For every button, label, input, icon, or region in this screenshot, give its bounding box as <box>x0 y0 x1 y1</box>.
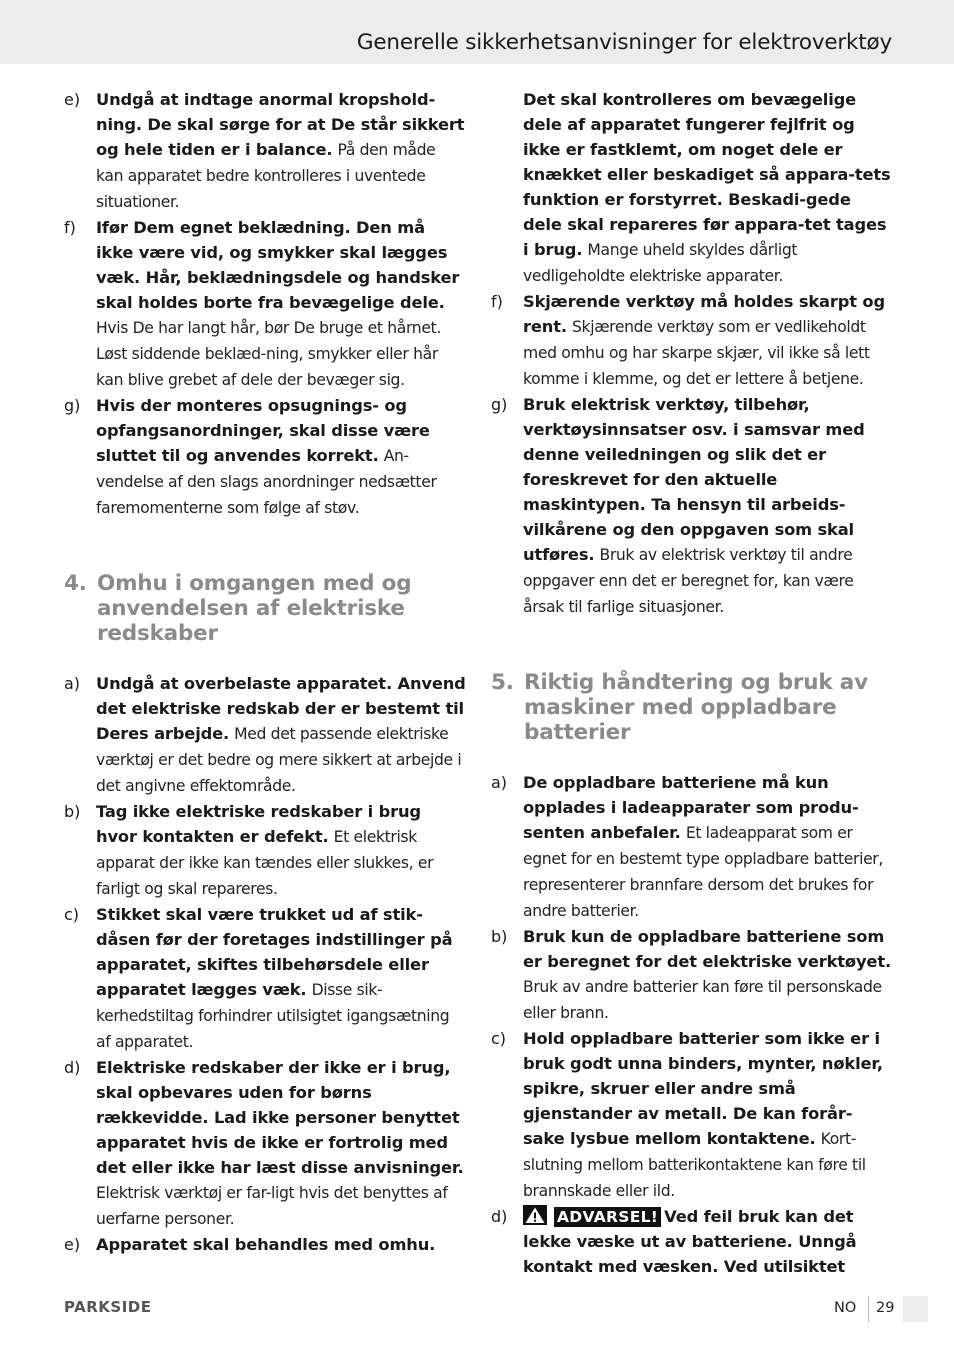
list-item <box>64 1055 466 1232</box>
item-text: Bruk av andre batterier kan føre til personskade eller brann. <box>523 978 882 1022</box>
item-text: På den måde kan apparatet bedre kontrolleres i uventede situationer. <box>96 141 436 211</box>
item-text: An-vendelse af den slags anordninger nedsætter faremomenterne som følge af støv. <box>96 447 437 517</box>
item-label: e) <box>64 1235 81 1254</box>
right-column <box>491 87 891 1279</box>
item-label: d) <box>64 1058 81 1077</box>
item-label: a) <box>64 674 81 693</box>
item-label: g) <box>64 396 81 415</box>
item-label: f) <box>64 218 76 237</box>
list-item <box>491 924 891 1026</box>
item-bold-text: Undgå at indtage anormal kropshold-ning. De skal sørge for at De står sikkert og hele tiden er i balance. <box>96 90 465 159</box>
item-label: c) <box>491 1029 507 1048</box>
list-item-continued <box>491 87 891 289</box>
warning-triangle-icon <box>523 1205 547 1225</box>
item-label: g) <box>491 395 508 414</box>
item-label: b) <box>491 927 508 946</box>
item-text: Med det passende elektriske værktøj er det bedre og mere sikkert at arbejde i det angivne effektområde. <box>96 725 462 795</box>
item-bold-text: Undgå at overbelaste apparatet. Anvend det elektriske redskab der er bestemt til Deres arbejde. <box>96 674 466 743</box>
item-bold-text: Skjærende verktøy må holdes skarpt og rent. <box>523 292 885 336</box>
brand-logo: PARKSIDE <box>64 1298 152 1316</box>
item-bold-text: Bruk kun de oppladbare batteriene som er beregnet for det elektriske verktøyet. <box>523 927 891 971</box>
section-heading-5 <box>491 670 891 745</box>
item-label: e) <box>64 90 81 109</box>
item-bold-text: De oppladbare batteriene må kun opplades i ladeapparater som produ-senten anbefaler. <box>523 773 859 842</box>
item-label: c) <box>64 905 80 924</box>
section-number: 4. <box>64 571 87 596</box>
footer-tab-block <box>903 1296 928 1322</box>
list-item <box>64 902 466 1055</box>
item-text: Disse sik-kerhedstiltag forhindrer utilsigtet igangsætning af apparatet. <box>96 981 450 1051</box>
list-item <box>491 289 891 392</box>
item-bold-text: Det skal kontrolleres om bevægelige dele af apparatet fungerer fejlfrit og ikke er fastklemt, om noget dele er knækket eller beskadiget så appara-tets funktion er forstyrret. Beskadi-gede dele skal repareres før appara-tet tages i brug. <box>523 90 891 259</box>
item-text: Hvis De har langt hår, bør De bruge et hårnet. Løst siddende beklæd-ning, smykker eller hår kan blive grebet af dele der bevæger sig. <box>96 319 441 389</box>
item-bold-text: Hold oppladbare batterier som ikke er i bruk godt unna binders, mynter, nøkler, spikre, skruer eller andre små gjenstander av metall. De kan forår-sake lysbue mellom kontaktene. <box>523 1029 883 1148</box>
item-label: b) <box>64 802 81 821</box>
item-text: Et elektrisk apparat der ikke kan tændes eller slukkes, er farligt og skal repareres. <box>96 828 434 898</box>
list-item-warning <box>491 1204 891 1279</box>
list-item <box>491 1026 891 1204</box>
list-item <box>64 393 466 521</box>
language-code: NO <box>834 1300 857 1316</box>
list-item <box>491 392 891 620</box>
section-heading-4 <box>64 571 466 646</box>
item-text: Et ladeapparat som er egnet for en bestemt type oppladbare batterier, representerer brannfare dersom det brukes for andre batterier. <box>523 824 883 920</box>
item-bold-text: Apparatet skal behandles med omhu. <box>96 1235 436 1254</box>
item-text: Skjærende verktøy som er vedlikeholdt med omhu og har skarpe skjær, vil ikke så lett komme i klemme, og det er lettere å betjene. <box>523 318 870 388</box>
page-header <box>0 0 954 64</box>
page-title: Generelle sikkerhetsanvisninger for elektroverktøy <box>356 30 892 55</box>
list-item <box>64 87 466 215</box>
list-item <box>64 1232 466 1257</box>
item-bold-text: Ved feil bruk kan det lekke væske ut av batteriene. Unngå kontakt med væsken. Ved utilsiktet <box>523 1207 857 1276</box>
list-item <box>64 215 466 393</box>
item-bold-text: Hvis der monteres opsugnings- og opfangsanordninger, skal disse være sluttet til og anvendes korrekt. <box>96 396 430 465</box>
section-title: Omhu i omgangen med og anvendelsen af elektriske redskaber <box>97 571 412 646</box>
item-bold-text: Elektriske redskaber der ikke er i brug, skal opbevares uden for børns rækkevidde. Lad ikke personer benyttet apparatet hvis de ikke er fortrolig med det eller ikke har læst disse anvisninger. <box>96 1058 464 1177</box>
item-label: d) <box>491 1207 508 1226</box>
list-item <box>64 671 466 799</box>
footer-divider <box>868 1296 869 1322</box>
warning-badge: ADVARSEL! <box>554 1207 661 1227</box>
item-bold-text: Stikket skal være trukket ud af stik-dåsen før der foretages indstillinger på apparatet, skiftes tilbehørsdele eller apparatet lægges væk. <box>96 905 453 999</box>
item-text: Bruk av elektrisk verktøy til andre oppgaver enn det er beregnet for, kan være årsak til farlige situasjoner. <box>523 546 854 616</box>
section-title: Riktig håndtering og bruk av maskiner med oppladbare batterier <box>524 670 868 745</box>
list-item <box>491 770 891 924</box>
item-bold-text: Ifør Dem egnet beklædning. Den må ikke være vid, og smykker skal lægges væk. Hår, beklædningsdele og handsker skal holdes borte fra bevægelige dele. <box>96 218 460 312</box>
item-bold-text: Tag ikke elektriske redskaber i brug hvor kontakten er defekt. <box>96 802 421 846</box>
item-text: Mange uheld skyldes dårligt vedligeholdte elektriske apparater. <box>523 241 798 285</box>
list-item <box>64 799 466 902</box>
item-text: Elektrisk værktøj er far-ligt hvis det benyttes af uerfarne personer. <box>96 1184 448 1228</box>
left-column <box>64 87 466 1257</box>
item-label: f) <box>491 292 503 311</box>
item-label: a) <box>491 773 508 792</box>
item-bold-text: Bruk elektrisk verktøy, tilbehør, verktøysinnsatser osv. i samsvar med denne veiledningen og slik det er foreskrevet for den aktuelle maskintypen. Ta hensyn til arbeids-vilkårene og den oppgaven som skal utføres. <box>523 395 865 564</box>
page-number: 29 <box>876 1300 895 1316</box>
section-number: 5. <box>491 670 514 695</box>
item-text: Kort-slutning mellom batterikontaktene kan føre til brannskade eller ild. <box>523 1130 866 1200</box>
